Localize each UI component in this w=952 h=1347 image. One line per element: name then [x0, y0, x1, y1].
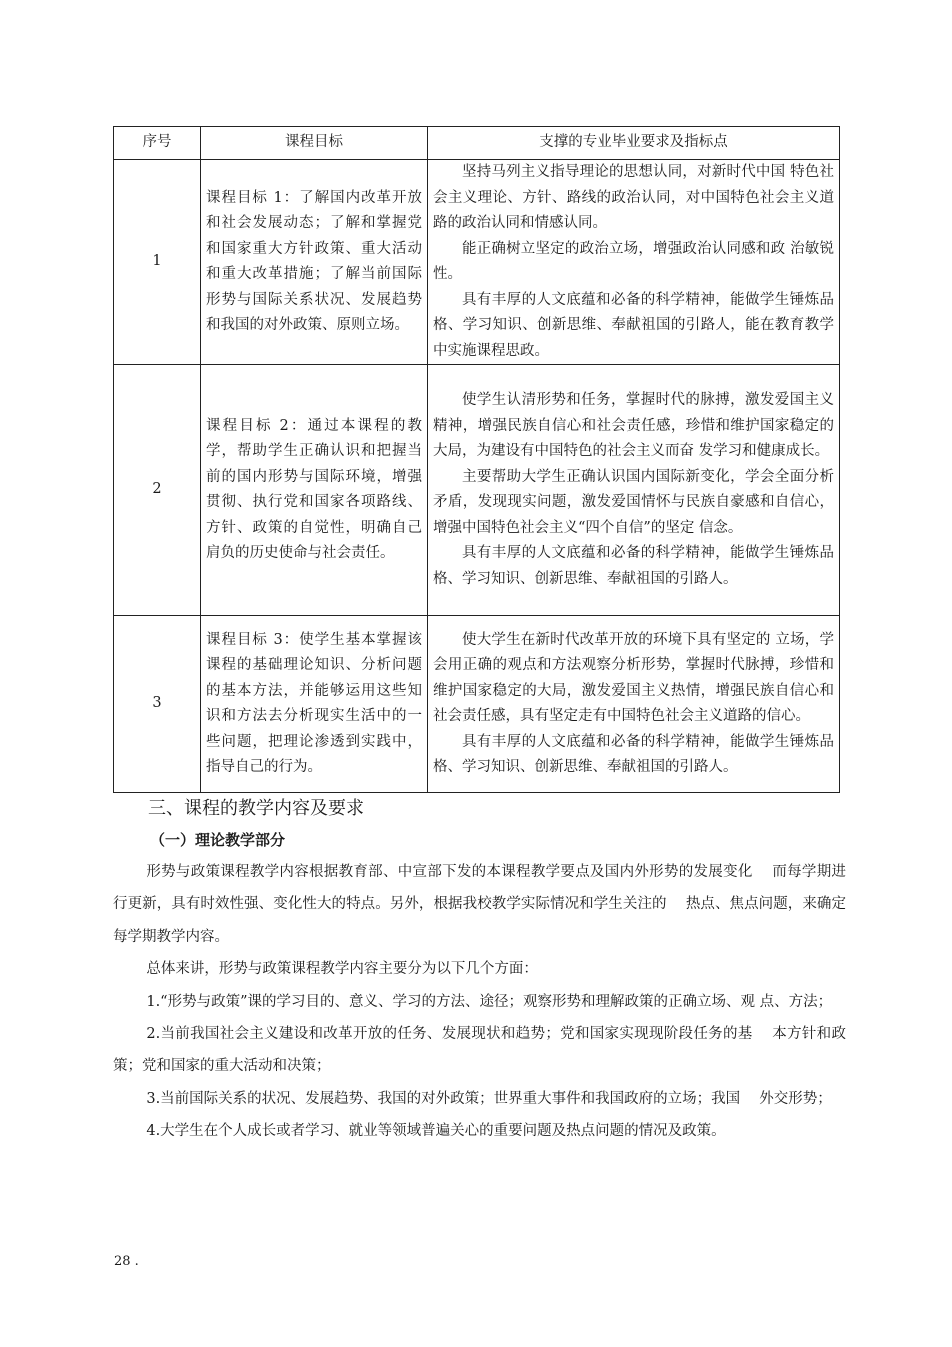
table-row	[114, 616, 840, 793]
course-goal-text: 课程目标 2：通过本课程的教学，帮助学生正确认识和把握当前的国内形势与国际环境，增强贯彻、执行党和国家各项路线、方针、政策的自觉性，明确自己肩负的历史使命与社会责任。	[201, 365, 428, 616]
requirement-item: 具有丰厚的人文底蕴和必备的科学精神，能做学生锤炼品格、学习知识、创新思维、奉献祖国的引路人。	[433, 733, 834, 775]
requirement-item: 主要帮助大学生正确认识国内国际新变化，学会全面分析矛盾，发现现实问题，激发爱国情怀与民族自豪感和自信心，增强中国特色社会主义“四个自信”的坚定 信念。	[433, 468, 834, 536]
requirement-item: 坚持马列主义指导理论的思想认同，对新时代中国 特色社会主义理论、方针、路线的政治认同，对中国特色社会主义道路的政治认同和情感认同。	[433, 164, 834, 231]
row-number: 2	[114, 365, 201, 616]
section-title: 三、课程的教学内容及要求	[148, 798, 364, 819]
sub-section-title: （一）理论教学部分	[150, 831, 286, 849]
page-number: 28 .	[114, 1254, 139, 1269]
requirement-item: 使学生认清形势和任务，掌握时代的脉搏，激发爱国主义精神，增强民族自信心和社会责任感，珍惜和维护国家稳定的大局，为建设有中国特色的社会主义而奋 发学习和健康成长。	[433, 392, 834, 459]
paragraph: 形势与政策课程教学内容根据教育部、中宣部下发的本课程教学要点及国内外形势的发展变化 而每学期进行更新，具有时效性强、变化性大的特点。另外，根据我校教学实际情况和学生关注的 热点、焦点问题，来确定每学期教学内容。	[113, 864, 846, 945]
requirement-item: 具有丰厚的人文底蕴和必备的科学精神，能做学生锤炼品格、学习知识、创新思维、奉献祖国的引路人。	[433, 545, 834, 587]
course-goals-table	[113, 126, 840, 793]
paragraph: 4.大学生在个人成长或者学习、就业等领域普遍关心的重要问题及热点问题的情况及政策。	[146, 1123, 726, 1140]
course-goal-text: 课程目标 3：使学生基本掌握该课程的基础理论知识、分析问题的基本方法，并能够运用这些知识和方法去分析现实生活中的一些问题，把理论渗透到实践中，指导自己的行为。	[201, 616, 428, 793]
paragraph: 1.“形势与政策”课的学习目的、意义、学习的方法、途径；观察形势和理解政策的正确立场、观 点、方法；	[146, 993, 833, 1010]
requirements-cell	[428, 616, 840, 793]
course-goal-text: 课程目标 1：了解国内改革开放和社会发展动态；了解和掌握党和国家重大方针政策、重大活动和重大改革措施；了解当前国际形势与国际关系状况、发展趋势和我国的对外政策、原则立场。	[201, 160, 428, 365]
table-row	[114, 160, 840, 365]
row-number: 3	[114, 616, 201, 793]
header-requirements: 支撑的专业毕业要求及指标点	[428, 127, 840, 160]
paragraph: 总体来讲，形势与政策课程教学内容主要分为以下几个方面：	[146, 961, 538, 978]
table-row	[114, 365, 840, 616]
header-course-goal: 课程目标	[201, 127, 428, 160]
requirements-cell	[428, 160, 840, 365]
row-number: 1	[114, 160, 201, 365]
header-number: 序号	[114, 127, 201, 160]
requirement-item: 使大学生在新时代改革开放的环境下具有坚定的 立场，学会用正确的观点和方法观察分析形势，掌握时代脉搏，珍惜和维护国家稳定的大局，激发爱国主义热情，增强民族自信心和社会责任感，具有坚定走有中国特色社会主义道路的信心。	[433, 631, 834, 724]
requirements-cell	[428, 365, 840, 616]
paragraph: 3.当前国际关系的状况、发展趋势、我国的对外政策；世界重大事件和我国政府的立场；我国 外交形势；	[146, 1090, 832, 1107]
paragraph: 2.当前我国社会主义建设和改革开放的任务、发展现状和趋势；党和国家实现现阶段任务的基 本方针和政策；党和国家的重大活动和决策；	[113, 1026, 846, 1075]
body-text	[113, 856, 846, 1148]
requirement-item: 能正确树立坚定的政治立场，增强政治认同感和政 治敏锐性。	[433, 240, 834, 282]
table-header-row	[114, 127, 840, 160]
requirement-item: 具有丰厚的人文底蕴和必备的科学精神，能做学生锤炼品格、学习知识、创新思维、奉献祖国的引路人，能在教育教学中实施课程思政。	[433, 291, 834, 359]
